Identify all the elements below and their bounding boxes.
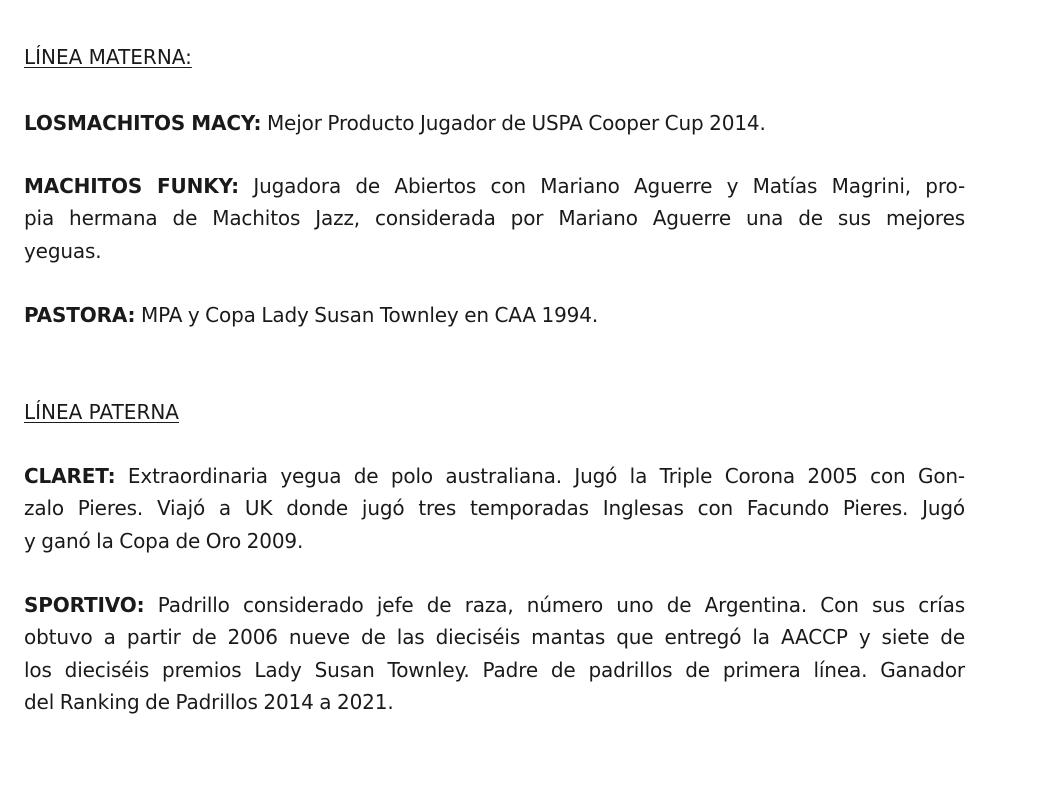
entry-line xyxy=(24,299,965,331)
entry-text: Mejor Producto Jugador de USPA Cooper Cup 2014. xyxy=(266,111,766,135)
entry-claret xyxy=(24,460,965,557)
entry-sportivo xyxy=(24,589,965,718)
entry-line: del Ranking de Padrillos 2014 a 2021. xyxy=(24,689,394,714)
entry-line xyxy=(24,170,965,202)
entry-name: SPORTIVO: xyxy=(24,593,145,617)
entry-text: Padrillo considerado jefe de raza, número uno de Argentina. Con sus crías xyxy=(157,593,966,617)
entry-text: Jugadora de Abiertos con Mariano Aguerre y Matías Magrini, pro- xyxy=(253,174,966,198)
entry-line xyxy=(24,460,965,492)
entry-losmachitos-macy xyxy=(24,107,965,139)
entry-line xyxy=(24,107,965,139)
entry-pastora xyxy=(24,299,965,331)
entry-line: obtuvo a partir de 2006 nueve de las dieciséis mantas que entregó la AACCP y siete de xyxy=(24,625,965,650)
entry-line: yeguas. xyxy=(24,238,102,263)
entry-line: zalo Pieres. Viajó a UK donde jugó tres temporadas Inglesas con Facundo Pieres. Jugó xyxy=(24,496,965,521)
entry-line: los dieciséis premios Lady Susan Townley. Padre de padrillos de primera línea. Ganador xyxy=(24,657,965,682)
entry-text: MPA y Copa Lady Susan Townley en CAA 1994. xyxy=(141,303,599,327)
entry-machitos-funky xyxy=(24,170,965,267)
entry-line xyxy=(24,589,965,621)
entry-line: y ganó la Copa de Oro 2009. xyxy=(24,528,304,553)
entry-line: pia hermana de Machitos Jazz, considerada por Mariano Aguerre una de sus mejores xyxy=(24,206,965,231)
entry-text: Extraordinaria yegua de polo australiana. Jugó la Triple Corona 2005 con Gon- xyxy=(127,464,965,488)
entry-name: PASTORA: xyxy=(24,303,136,327)
paternal-line-heading: LÍNEA PATERNA xyxy=(24,400,179,424)
entry-name: LOSMACHITOS MACY: xyxy=(24,111,262,135)
entry-name: CLARET: xyxy=(24,464,116,488)
maternal-line-heading: LÍNEA MATERNA: xyxy=(24,45,192,69)
entry-name: MACHITOS FUNKY: xyxy=(24,174,239,198)
